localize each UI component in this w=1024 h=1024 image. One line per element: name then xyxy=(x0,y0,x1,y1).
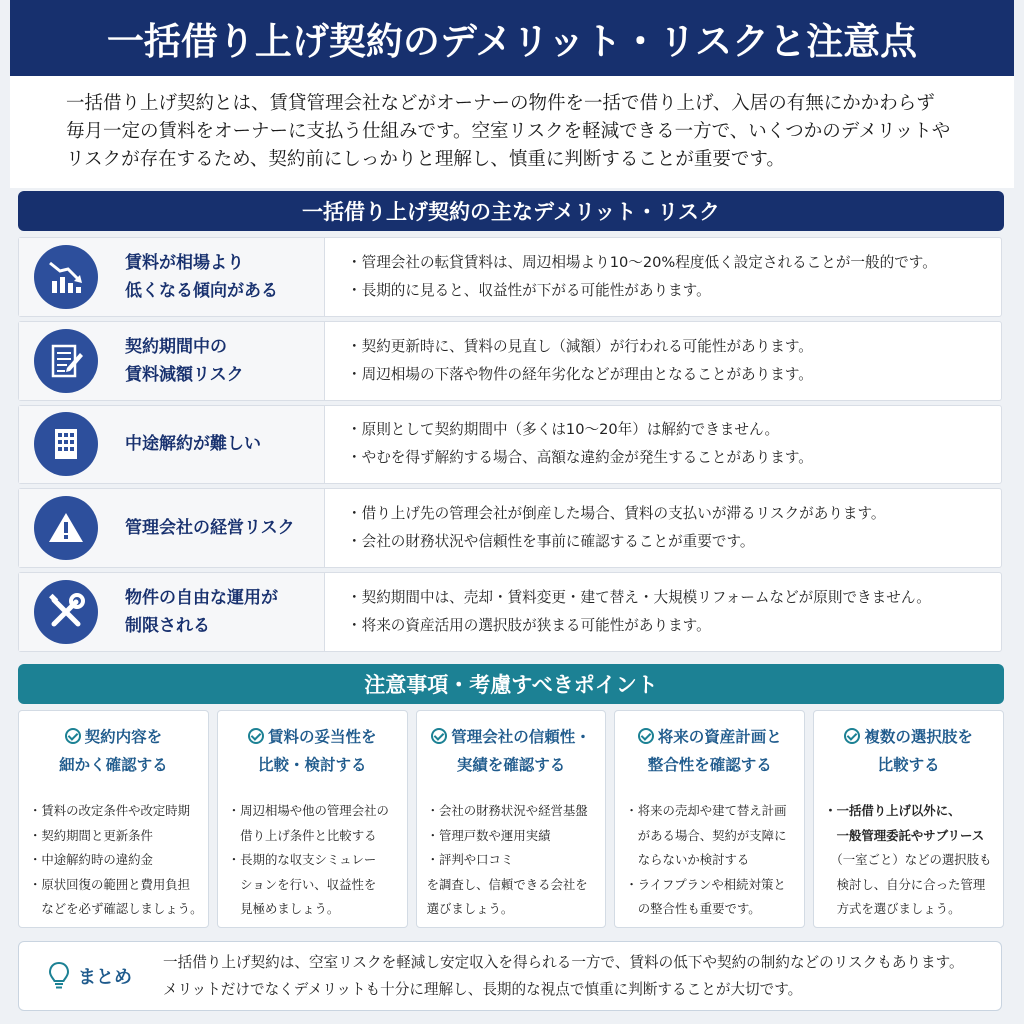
points-section-header: 注意事項・考慮すべきポイント xyxy=(18,664,1004,704)
building-icon xyxy=(34,412,98,476)
intro-line: 毎月一定の賃料をオーナーに支払う仕組みです。空室リスクを軽減できる一方で、いくつかのデメリットや xyxy=(66,121,951,142)
check-circle-icon xyxy=(844,728,860,744)
check-circle-icon xyxy=(65,728,81,744)
point-line: などを必ず確認しましょう。 xyxy=(29,901,203,916)
risk-desc-line: ・契約更新時に、賃料の見直し（減額）が行われる可能性があります。 xyxy=(347,337,813,355)
risk-icon-cell xyxy=(19,489,113,567)
intro-line: 一括借り上げ契約とは、賃貸管理会社などがオーナーの物件を一括で借り上げ、入居の有無にかかわらず xyxy=(66,93,935,114)
point-title xyxy=(228,723,407,787)
page-title: 一括借り上げ契約のデメリット・リスクと注意点 xyxy=(10,0,1014,76)
risk-title-text: 中途解約が難しい xyxy=(125,434,261,455)
risk-description xyxy=(325,322,1001,400)
points-grid xyxy=(18,710,1004,928)
summary-text xyxy=(161,949,964,1003)
point-line: ・会社の財務状況や経営基盤 xyxy=(426,803,588,818)
point-line: 検討し、自分に合った管理 xyxy=(824,876,986,892)
point-title xyxy=(427,723,606,787)
point-body xyxy=(29,799,208,922)
point-body xyxy=(427,799,606,922)
point-line: 方式を選びましょう。 xyxy=(824,901,961,916)
point-line: ・契約期間と更新条件 xyxy=(29,827,153,843)
risk-row xyxy=(18,321,1002,401)
risk-title-text: 物件の自由な運用が 制限される xyxy=(125,588,278,637)
point-title-text: 複数の選択肢を 比較する xyxy=(864,728,973,774)
point-title-text: 契約内容を 細かく確認する xyxy=(59,728,168,774)
risk-row xyxy=(18,237,1002,317)
point-line: がある場合、契約が支障に xyxy=(625,827,787,843)
risk-desc-line: ・借り上げ先の管理会社が倒産した場合、賃料の支払いが滞るリスクがあります。 xyxy=(347,505,886,523)
point-line: ・一括借り上げ以外に、 xyxy=(824,803,961,818)
summary-line: メリットだけでなくデメリットも十分に理解し、長期的な視点で慎重に判断することが大切です。 xyxy=(163,981,803,998)
summary-box xyxy=(18,941,1002,1011)
point-title xyxy=(625,723,804,787)
point-body xyxy=(824,799,1003,922)
point-line: 借り上げ条件と比較する xyxy=(227,827,377,843)
point-line: ならないか検討する xyxy=(625,852,750,867)
risk-title-text: 管理会社の経営リスク xyxy=(125,518,295,539)
risk-desc-line: ・やむを得ず解約する場合、高額な違約金が発生することがあります。 xyxy=(347,449,813,467)
risk-desc-line: ・周辺相場の下落や物件の経年劣化などが理由となることがあります。 xyxy=(347,365,813,383)
risk-icon-cell xyxy=(19,573,113,651)
risk-title xyxy=(113,238,325,316)
point-line: ・将来の売却や建て替え計画 xyxy=(625,803,787,818)
point-line: ・賃料の改定条件や改定時期 xyxy=(29,803,191,818)
risk-icon-cell xyxy=(19,238,113,316)
point-line: ・長期的な収支シミュレー xyxy=(227,852,377,867)
risk-desc-line: ・契約期間中は、売却・賃料変更・建て替え・大規模リフォームなどが原則できません。 xyxy=(347,589,931,607)
point-line: の整合性も重要です。 xyxy=(625,901,761,916)
summary-label xyxy=(19,961,161,991)
intro-text xyxy=(10,76,1014,188)
risk-desc-line: ・管理会社の転貸賃料は、周辺相場より10〜20%程度低く設定されることが一般的です。 xyxy=(347,253,937,271)
risk-icon-cell xyxy=(19,322,113,400)
point-title xyxy=(824,723,1003,787)
point-card xyxy=(18,710,209,928)
point-card xyxy=(416,710,607,928)
document-edit-icon xyxy=(34,329,98,393)
risk-desc-line: ・将来の資産活用の選択肢が狭まる可能性があります。 xyxy=(347,617,711,635)
risk-title xyxy=(113,322,325,400)
point-title-text: 賃料の妥当性を 比較・検討する xyxy=(257,728,377,774)
risk-title xyxy=(113,573,325,651)
point-line: （一室ごと）などの選択肢も xyxy=(824,852,992,867)
risk-title-text: 契約期間中の 賃料減額リスク xyxy=(125,336,244,385)
point-card xyxy=(217,710,408,928)
point-line: ・原状回復の範囲と費用負担 xyxy=(29,876,191,892)
risk-description xyxy=(325,406,1001,484)
risk-desc-line: ・長期的に見ると、収益性が下がる可能性があります。 xyxy=(347,281,711,299)
risk-title xyxy=(113,489,325,567)
check-circle-icon xyxy=(638,728,654,744)
point-line: 見極めましょう。 xyxy=(227,901,340,916)
intro-line: リスクが存在するため、契約前にしっかりと理解し、慎重に判断することが重要です。 xyxy=(66,149,785,170)
risk-description xyxy=(325,238,1001,316)
point-line: ・周辺相場や他の管理会社の xyxy=(227,803,389,818)
point-line: ションを行い、収益性を xyxy=(227,876,377,892)
point-line: を調査し、信頼できる会社を xyxy=(426,876,588,892)
warning-icon xyxy=(34,496,98,560)
point-line: 選びましょう。 xyxy=(426,901,514,916)
risk-title xyxy=(113,406,325,484)
check-circle-icon xyxy=(431,728,447,744)
risk-icon-cell xyxy=(19,406,113,484)
point-line: 一般管理委託やサブリース xyxy=(824,827,985,843)
point-title-text: 管理会社の信頼性・ 実績を確認する xyxy=(451,728,591,774)
point-line: ・評判や口コミ xyxy=(426,852,514,867)
point-line: ・ライフプランや相続対策と xyxy=(625,876,786,892)
tools-icon xyxy=(34,580,98,644)
point-title-text: 将来の資産計画と 整合性を確認する xyxy=(647,728,782,774)
risk-row xyxy=(18,572,1002,652)
point-body xyxy=(625,799,804,922)
point-title xyxy=(29,723,208,787)
point-body xyxy=(228,799,407,922)
risks-section-header: 一括借り上げ契約の主なデメリット・リスク xyxy=(18,191,1004,231)
summary-line: 一括借り上げ契約は、空室リスクを軽減し安定収入を得られる一方で、賃料の低下や契約の制約などのリスクもあります。 xyxy=(163,954,964,971)
point-line: ・管理戸数や運用実績 xyxy=(426,827,551,843)
risk-desc-line: ・会社の財務状況や信頼性を事前に確認することが重要です。 xyxy=(347,533,755,551)
summary-label-text: まとめ xyxy=(78,967,132,988)
risk-desc-line: ・原則として契約期間中（多くは10〜20年）は解約できません。 xyxy=(347,421,780,439)
risk-row xyxy=(18,488,1002,568)
risk-row xyxy=(18,405,1002,485)
point-line: ・中途解約時の違約金 xyxy=(29,852,153,867)
risk-title-text: 賃料が相場より 低くなる傾向がある xyxy=(125,252,278,301)
lightbulb-icon xyxy=(48,961,70,991)
risk-description xyxy=(325,489,1001,567)
point-card xyxy=(614,710,805,928)
risks-table xyxy=(18,237,1002,652)
point-card xyxy=(813,710,1004,928)
chart-down-icon xyxy=(34,245,98,309)
risk-description xyxy=(325,573,1001,651)
check-circle-icon xyxy=(248,728,264,744)
